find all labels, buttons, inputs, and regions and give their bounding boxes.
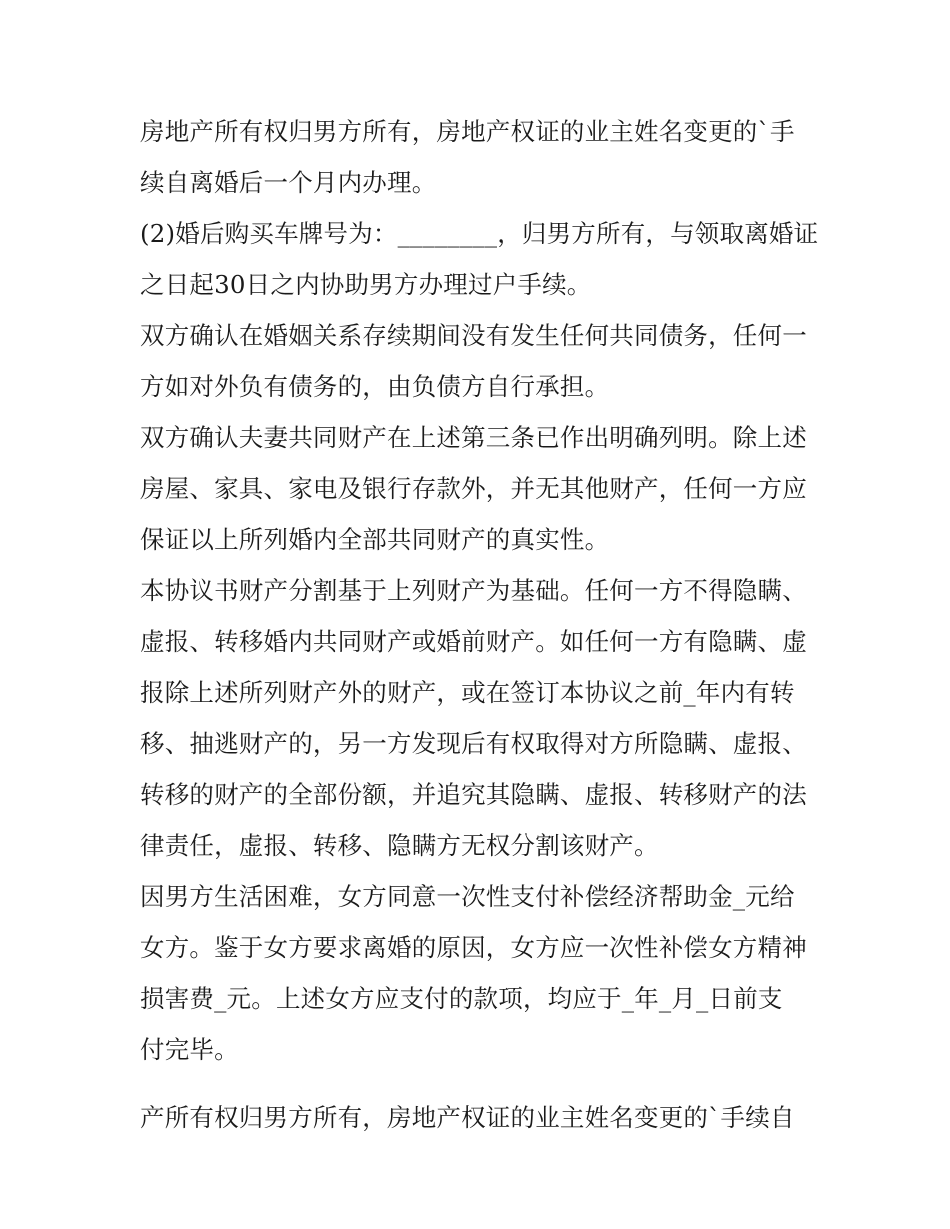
text-line: 因男方生活困难，女方同意一次性支付补偿经济帮助金_元给: [140, 882, 795, 911]
text-line: 转移的财产的全部份额，并追究其隐瞒、虚报、转移财产的法: [140, 780, 807, 809]
document-body: [140, 106, 820, 1143]
text-line: 移、抽逃财产的，另一方发现后有权取得对方所隐瞒、虚报、: [140, 729, 807, 758]
text-line: 房地产所有权归男方所有，房地产权证的业主姓名变更的`手: [140, 117, 795, 146]
text-line: 双方确认在婚姻关系存续期间没有发生任何共同债务，任何一: [140, 321, 807, 350]
paragraph-gap: [140, 1075, 820, 1092]
text-line: 续自离婚后一个月内办理。: [140, 168, 437, 197]
text-line: 本协议书财产分割基于上列财产为基础。任何一方不得隐瞒、: [140, 576, 807, 605]
text-line: 产所有权归男方所有，房地产权证的业主姓名变更的`手续自: [140, 1103, 795, 1132]
text-line: 报除上述所列财产外的财产，或在签订本协议之前_年内有转: [140, 678, 795, 707]
text-line: 方如对外负有债务的，由负债方自行承担。: [140, 372, 610, 401]
text-line: 之日起30日之内协助男方办理过户手续。: [140, 270, 592, 299]
text-line: 虚报、转移婚内共同财产或婚前财产。如任何一方有隐瞒、虚: [140, 627, 807, 656]
text-line: 付完毕。: [140, 1035, 239, 1064]
text-line: 双方确认夫妻共同财产在上述第三条已作出明确列明。除上述: [140, 423, 807, 452]
text-line: 保证以上所列婚内全部共同财产的真实性。: [140, 525, 610, 554]
text-line: 女方。鉴于女方要求离婚的原因，女方应一次性补偿女方精神: [140, 933, 807, 962]
text-line: (2)婚后购买车牌号为：________，归男方所有，与领取离婚证: [140, 219, 819, 248]
text-line: 房屋、家具、家电及银行存款外，并无其他财产，任何一方应: [140, 474, 807, 503]
text-line: 律责任，虚报、转移、隐瞒方无权分割该财产。: [140, 831, 659, 860]
text-line: 损害费_元。上述女方应支付的款项，均应于_年_月_日前支: [140, 984, 783, 1013]
